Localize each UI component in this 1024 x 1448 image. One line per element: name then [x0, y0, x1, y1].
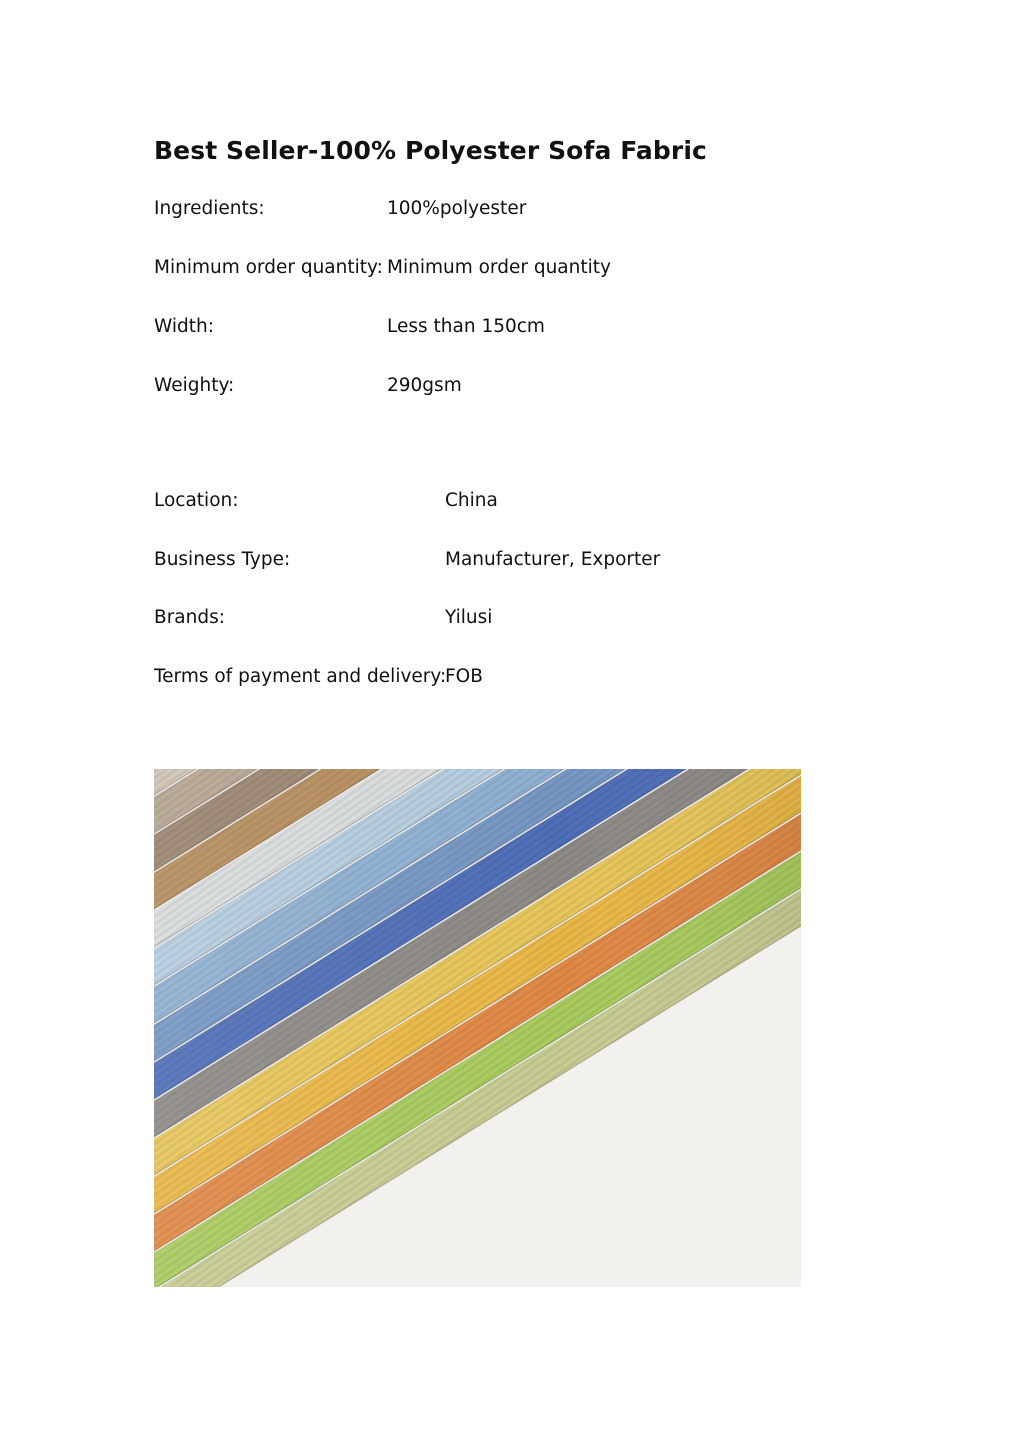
spec-value: Minimum order quantity	[387, 257, 611, 278]
company-label: Location:	[154, 490, 239, 511]
spec-label: Minimum order quantity:	[154, 257, 383, 278]
company-value: Yilusi	[445, 607, 493, 628]
spec-label: Ingredients:	[154, 198, 265, 219]
company-value: Manufacturer, Exporter	[445, 549, 661, 570]
page-title: Best Seller-100% Polyester Sofa Fabric	[154, 136, 707, 165]
company-label: Business Type:	[154, 549, 291, 570]
company-value: China	[445, 490, 498, 511]
spec-label: Width:	[154, 316, 214, 337]
company-value: FOB	[445, 666, 483, 687]
spec-value: 290gsm	[387, 375, 462, 396]
company-label: Brands:	[154, 607, 225, 628]
company-label: Terms of payment and delivery:	[154, 666, 447, 687]
spec-value: Less than 150cm	[387, 316, 545, 337]
fabric-swatch-illustration	[154, 769, 801, 1287]
spec-label: Weighty:	[154, 375, 235, 396]
spec-value: 100%polyester	[387, 198, 527, 219]
fabric-swatch-photo	[154, 769, 801, 1287]
